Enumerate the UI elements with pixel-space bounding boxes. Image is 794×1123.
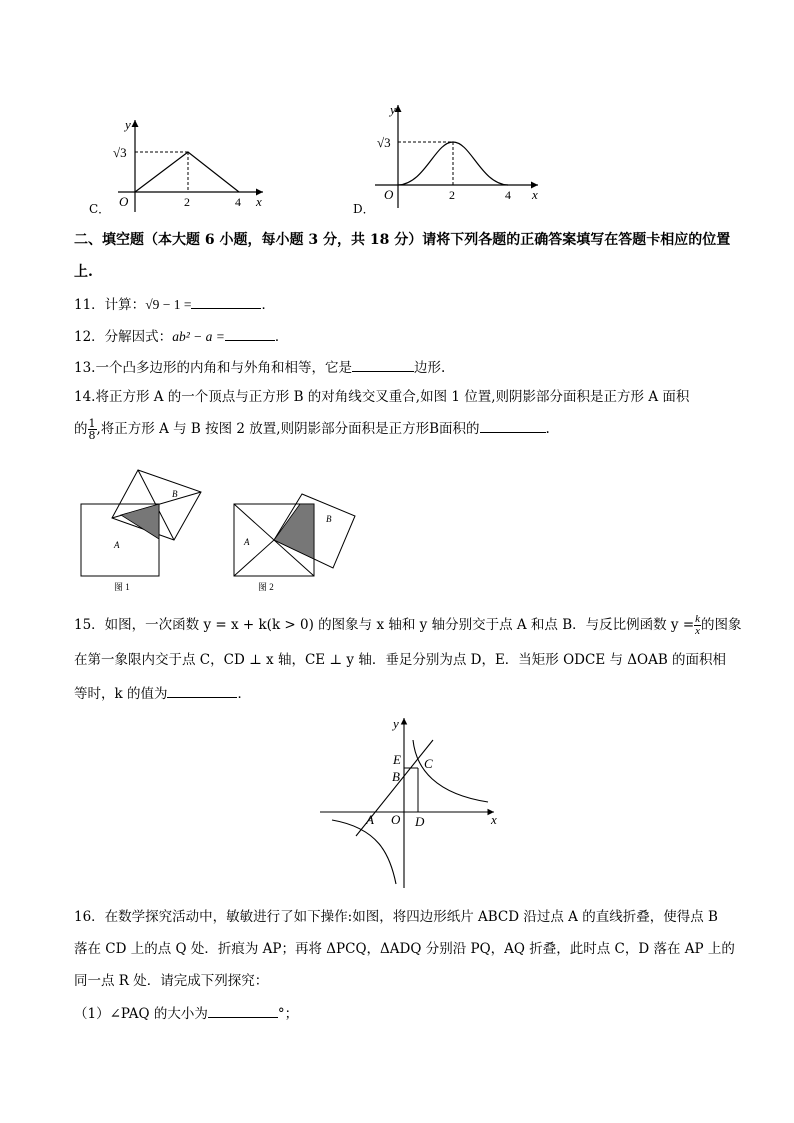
- q11-answer-blank[interactable]: [191, 294, 261, 309]
- q11-suffix: ．: [261, 297, 275, 313]
- q15-fraction: [694, 614, 701, 637]
- question-14-line2: [74, 418, 550, 441]
- q15-line3-a: 等时，k 的值为: [74, 686, 168, 702]
- q16-part1-b: °；: [277, 1006, 299, 1022]
- question-11: [74, 294, 275, 315]
- q14-line2-a: 的: [74, 421, 88, 437]
- q15-line1-b: 的图象: [701, 617, 742, 633]
- q15-line1-a: 15．如图，一次函数 y = x + k(k > 0) 的图象与 x 轴和 y 轴分别交于点 A 和点 B．与反比例函数 y =: [74, 617, 695, 633]
- frac-numerator: k: [695, 613, 701, 625]
- fig2-caption: 图 2: [258, 582, 274, 592]
- label-y: y: [393, 716, 399, 731]
- shaded-region: [274, 504, 314, 559]
- q13-text-a: 13.一个凸多边形的内角和与外角和相等，它是: [74, 360, 352, 376]
- fig1-caption: 图 1: [114, 582, 130, 592]
- q11-prefix: 11．计算：: [74, 297, 146, 313]
- graph-c: [85, 112, 275, 222]
- q12-suffix: ．: [274, 329, 289, 345]
- frac-numerator: 1: [88, 417, 96, 430]
- x-tick-2: 2: [449, 188, 455, 202]
- label-e: E: [393, 752, 401, 767]
- label-o: O: [391, 812, 401, 827]
- option-d-label: D．: [353, 202, 375, 216]
- x-label: x: [256, 194, 262, 209]
- question-12: [74, 326, 288, 347]
- x-tick-4: 4: [505, 188, 511, 202]
- graph-c-curve: [135, 152, 239, 192]
- label-b: B: [172, 489, 178, 499]
- label-x: x: [491, 812, 497, 827]
- y-label: y: [390, 102, 396, 117]
- q16-answer-blank[interactable]: [208, 1003, 278, 1018]
- label-a: A: [114, 540, 120, 550]
- q15-figure: [318, 714, 503, 892]
- frac-denominator: x: [695, 625, 701, 637]
- question-15-line1: [74, 614, 742, 637]
- question-13: [74, 357, 445, 378]
- x-tick-2: 2: [184, 195, 190, 209]
- q12-answer-blank[interactable]: [225, 326, 275, 341]
- question-14-line1: 14.将正方形 A 的一个顶点与正方形 B 的对角线交叉重合,如图 1 位置,则阴影部分面积是正方形 A 面积: [74, 389, 690, 405]
- q14-line2-b: ,将正方形 A 与 B 按图 2 放置,则阴影部分面积是正方形B面积的: [96, 421, 480, 437]
- q13-text-b: 边形.: [413, 360, 446, 376]
- q12-expr: ab² − a =: [172, 329, 225, 344]
- question-15-line2: 在第一象限内交于点 C，CD ⊥ x 轴，CE ⊥ y 轴．垂足分别为点 D，E．当矩形 ODCE 与 ΔOAB 的面积相: [74, 652, 727, 668]
- label-a: A: [244, 537, 250, 547]
- origin-label: O: [119, 194, 129, 209]
- hyperbola-q1: [413, 740, 488, 802]
- hyperbola-q3: [332, 820, 396, 884]
- q13-answer-blank[interactable]: [352, 357, 414, 372]
- frac-denominator: 8: [88, 429, 96, 442]
- question-16-line3: 同一点 R 处．请完成下列探究：: [74, 973, 269, 989]
- question-15-line3: [74, 683, 251, 704]
- q12-prefix: 12．分解因式：: [74, 329, 173, 345]
- question-16-line2: 落在 CD 上的点 Q 处．折痕为 AP；再将 ΔPCQ，ΔADQ 分别沿 PQ，AQ 折叠，此时点 C，D 落在 AP 上的: [74, 941, 735, 957]
- x-tick-4: 4: [235, 195, 241, 209]
- q11-expr: √9 − 1 =: [145, 297, 192, 312]
- q14-figure-1: [76, 462, 211, 594]
- section-heading: 二、填空题（本大题 6 小题，每小题 3 分，共 18 分）请将下列各题的正确答案填写在答题卡相应的位置: [74, 232, 731, 248]
- origin-label: O: [384, 187, 394, 202]
- label-b: B: [392, 769, 400, 784]
- option-c-label: C．: [89, 202, 111, 216]
- section-heading-cont: 上.: [74, 264, 93, 280]
- q14-line2-end: .: [545, 421, 550, 437]
- q14-answer-blank[interactable]: [480, 418, 546, 433]
- q15-line3-b: ．: [237, 686, 251, 702]
- graph-d: [350, 100, 550, 215]
- q14-fraction: [88, 418, 97, 441]
- q16-part1-a: （1）∠PAQ 的大小为: [74, 1006, 208, 1022]
- x-label: x: [532, 187, 538, 202]
- shaded-region: [121, 504, 159, 539]
- q14-figure-2: [228, 490, 358, 594]
- question-16-line1: 16．在数学探究活动中，敏敏进行了如下操作:如图，将四边形纸片 ABCD 沿过点 A 的直线折叠，使得点 B: [74, 909, 718, 925]
- y-label: y: [125, 117, 131, 132]
- question-16-part1: [74, 1003, 298, 1024]
- y-tick-label: √3: [113, 145, 127, 160]
- label-a: A: [366, 812, 374, 827]
- q15-answer-blank[interactable]: [167, 683, 237, 698]
- label-d: D: [415, 814, 425, 829]
- y-tick-label: √3: [377, 135, 391, 150]
- label-c: C: [424, 756, 433, 771]
- label-b: B: [326, 514, 332, 524]
